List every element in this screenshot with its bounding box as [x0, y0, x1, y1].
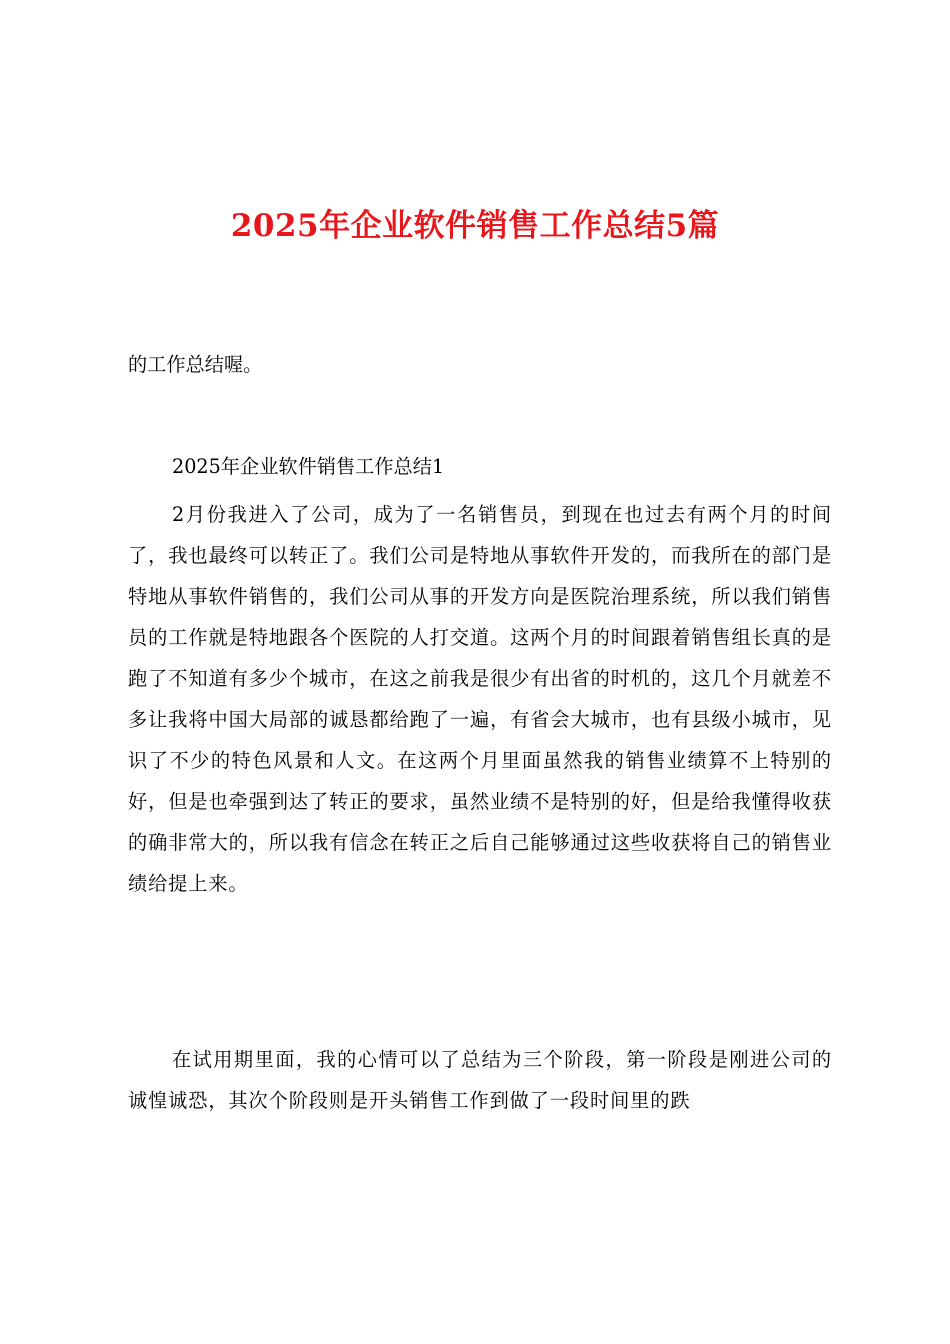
section-heading: 2025年企业软件销售工作总结1: [172, 455, 445, 478]
intro-text: 的工作总结喔。: [128, 353, 263, 376]
body-paragraph: 在试用期里面，我的心情可以了总结为三个阶段，第一阶段是刚进公司的诚惶诚恐，其次个阶段则是开头销售工作到做了一段时间里的跌: [128, 1048, 832, 1112]
body-paragraph: 2月份我进入了公司，成为了一名销售员，到现在也过去有两个月的时间了，我也最终可以转正了。我们公司是特地从事软件开发的，而我所在的部门是特地从事软件销售的，我们公司从事的开发方向是医院治理系统，所以我们销售员的工作就是特地跟各个医院的人打交道。这两个月的时间跟着销售组长真的是跑了不知道有多少个城市，在这之前我是很少有出省的时机的，这几个月就差不多让我将中国大局部的诚恳都给跑了一遍，有省会大城市，也有县级小城市，见识了不少的特色风景和人文。在这两个月里面虽然我的销售业绩算不上特别的好，但是也牵强到达了转正的要求，虽然业绩不是特别的好，但是给我懂得收获的确非常大的，所以我有信念在转正之后自己能够通过这些收获将自己的销售业绩给提上来。: [128, 503, 832, 895]
document-title: 2025年企业软件销售工作总结5篇: [230, 208, 720, 244]
